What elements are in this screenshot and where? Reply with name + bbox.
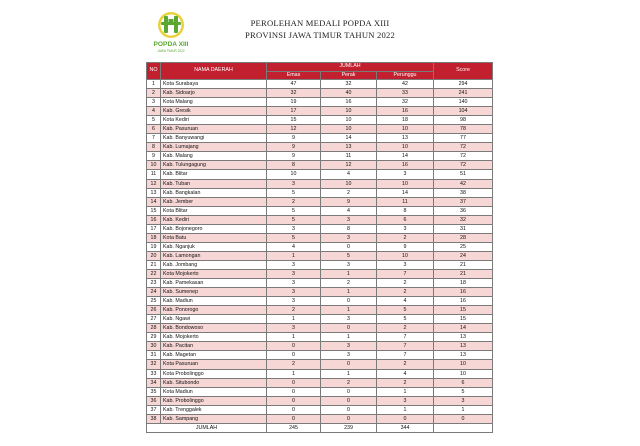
cell-perak: 16 <box>321 98 377 107</box>
cell-nama-daerah: Kab. Tulungagung <box>161 161 267 170</box>
cell-no: 20 <box>147 251 161 260</box>
cell-emas: 15 <box>267 116 321 125</box>
cell-no: 4 <box>147 107 161 116</box>
cell-emas: 2 <box>267 197 321 206</box>
table-row <box>147 242 493 251</box>
cell-nama-daerah: Kab. Ngawi <box>161 315 267 324</box>
cell-no: 2 <box>147 89 161 98</box>
cell-emas: 4 <box>267 242 321 251</box>
cell-perunggu: 2 <box>377 324 434 333</box>
cell-perak: 1 <box>321 288 377 297</box>
cell-emas: 0 <box>267 414 321 423</box>
cell-perunggu: 5 <box>377 315 434 324</box>
cell-perak: 14 <box>321 134 377 143</box>
cell-nama-daerah: Kota Madiun <box>161 387 267 396</box>
header-jumlah: JUMLAH <box>267 63 434 72</box>
table-row <box>147 288 493 297</box>
cell-nama-daerah: Kota Pasuruan <box>161 360 267 369</box>
table-row <box>147 269 493 278</box>
cell-nama-daerah: Kab. Jember <box>161 197 267 206</box>
table-row <box>147 405 493 414</box>
cell-perak: 3 <box>321 351 377 360</box>
cell-perak: 13 <box>321 143 377 152</box>
table-row <box>147 315 493 324</box>
table-body <box>147 80 493 424</box>
cell-perak: 10 <box>321 125 377 134</box>
header-perak: Perak <box>321 71 377 80</box>
table-row <box>147 98 493 107</box>
cell-perak: 1 <box>321 333 377 342</box>
header-emas: Emas <box>267 71 321 80</box>
cell-score: 32 <box>434 215 493 224</box>
cell-emas: 0 <box>267 378 321 387</box>
cell-perunggu: 7 <box>377 333 434 342</box>
cell-emas: 9 <box>267 152 321 161</box>
cell-no: 18 <box>147 233 161 242</box>
cell-emas: 0 <box>267 342 321 351</box>
cell-emas: 9 <box>267 143 321 152</box>
cell-nama-daerah: Kab. Sidoarjo <box>161 89 267 98</box>
total-emas: 245 <box>267 423 321 432</box>
cell-score: 16 <box>434 288 493 297</box>
cell-emas: 3 <box>267 324 321 333</box>
cell-score: 37 <box>434 197 493 206</box>
cell-perak: 10 <box>321 107 377 116</box>
cell-perunggu: 42 <box>377 80 434 89</box>
cell-perunggu: 13 <box>377 134 434 143</box>
cell-perunggu: 18 <box>377 116 434 125</box>
cell-perak: 1 <box>321 306 377 315</box>
cell-nama-daerah: Kab. Mojokerto <box>161 333 267 342</box>
cell-perak: 1 <box>321 369 377 378</box>
cell-perunggu: 10 <box>377 179 434 188</box>
cell-perunggu: 3 <box>377 224 434 233</box>
cell-no: 17 <box>147 224 161 233</box>
cell-nama-daerah: Kab. Kediri <box>161 215 267 224</box>
cell-nama-daerah: Kab. Situbondo <box>161 378 267 387</box>
cell-no: 23 <box>147 279 161 288</box>
table-row <box>147 197 493 206</box>
logo-text: POPDA XIII <box>153 41 189 48</box>
cell-perunggu: 7 <box>377 351 434 360</box>
cell-emas: 2 <box>267 360 321 369</box>
cell-nama-daerah: Kab. Pasuruan <box>161 125 267 134</box>
cell-score: 294 <box>434 80 493 89</box>
cell-perunggu: 2 <box>377 279 434 288</box>
cell-emas: 3 <box>267 224 321 233</box>
cell-emas: 5 <box>267 215 321 224</box>
cell-nama-daerah: Kab. Ponorogo <box>161 306 267 315</box>
cell-nama-daerah: Kota Kediri <box>161 116 267 125</box>
cell-perak: 0 <box>321 360 377 369</box>
table-row <box>147 306 493 315</box>
cell-no: 21 <box>147 260 161 269</box>
cell-perunggu: 10 <box>377 125 434 134</box>
table-row <box>147 387 493 396</box>
cell-perak: 3 <box>321 233 377 242</box>
cell-nama-daerah: Kota Batu <box>161 233 267 242</box>
cell-perunggu: 2 <box>377 288 434 297</box>
cell-no: 25 <box>147 297 161 306</box>
cell-nama-daerah: Kab. Gresik <box>161 107 267 116</box>
cell-perunggu: 16 <box>377 107 434 116</box>
table-row <box>147 125 493 134</box>
table-row <box>147 279 493 288</box>
cell-perak: 4 <box>321 170 377 179</box>
cell-perunggu: 14 <box>377 188 434 197</box>
cell-nama-daerah: Kab. Pacitan <box>161 342 267 351</box>
popda-logo <box>148 10 194 54</box>
cell-no: 1 <box>147 80 161 89</box>
cell-score: 18 <box>434 279 493 288</box>
table-row <box>147 161 493 170</box>
cell-score: 3 <box>434 396 493 405</box>
cell-score: 98 <box>434 116 493 125</box>
title-line-2: PROVINSI JAWA TIMUR TAHUN 2022 <box>245 30 395 40</box>
cell-perunggu: 3 <box>377 260 434 269</box>
cell-perak: 9 <box>321 197 377 206</box>
cell-nama-daerah: Kab. Jombang <box>161 260 267 269</box>
table-row <box>147 188 493 197</box>
cell-perak: 40 <box>321 89 377 98</box>
cell-no: 3 <box>147 98 161 107</box>
header-no: NO <box>147 63 161 80</box>
cell-emas: 1 <box>267 251 321 260</box>
cell-perunggu: 3 <box>377 396 434 405</box>
cell-emas: 17 <box>267 107 321 116</box>
cell-nama-daerah: Kota Malang <box>161 98 267 107</box>
cell-perak: 3 <box>321 342 377 351</box>
cell-perak: 2 <box>321 188 377 197</box>
cell-score: 77 <box>434 134 493 143</box>
cell-score: 15 <box>434 315 493 324</box>
cell-perunggu: 1 <box>377 405 434 414</box>
cell-emas: 12 <box>267 125 321 134</box>
cell-perunggu: 7 <box>377 269 434 278</box>
cell-nama-daerah: Kota Blitar <box>161 206 267 215</box>
cell-no: 29 <box>147 333 161 342</box>
cell-perak: 0 <box>321 297 377 306</box>
cell-score: 72 <box>434 152 493 161</box>
cell-nama-daerah: Kab. Bondowoso <box>161 324 267 333</box>
cell-no: 31 <box>147 351 161 360</box>
total-row <box>147 423 493 432</box>
table-row <box>147 414 493 423</box>
cell-score: 42 <box>434 179 493 188</box>
cell-score: 1 <box>434 405 493 414</box>
cell-perak: 0 <box>321 387 377 396</box>
cell-emas: 3 <box>267 269 321 278</box>
cell-emas: 1 <box>267 315 321 324</box>
cell-score: 51 <box>434 170 493 179</box>
cell-perak: 5 <box>321 251 377 260</box>
cell-perak: 11 <box>321 152 377 161</box>
cell-score: 14 <box>434 324 493 333</box>
cell-no: 15 <box>147 206 161 215</box>
table-row <box>147 89 493 98</box>
cell-perak: 0 <box>321 396 377 405</box>
cell-score: 72 <box>434 161 493 170</box>
cell-nama-daerah: Kota Mojokerto <box>161 269 267 278</box>
cell-no: 6 <box>147 125 161 134</box>
cell-perak: 3 <box>321 215 377 224</box>
cell-perunggu: 7 <box>377 342 434 351</box>
table-row <box>147 143 493 152</box>
cell-nama-daerah: Kab. Bangkalan <box>161 188 267 197</box>
table-row <box>147 116 493 125</box>
cell-score: 72 <box>434 143 493 152</box>
table-row <box>147 324 493 333</box>
cell-nama-daerah: Kota Surabaya <box>161 80 267 89</box>
cell-score: 241 <box>434 89 493 98</box>
cell-perak: 10 <box>321 179 377 188</box>
cell-nama-daerah: Kab. Blitar <box>161 170 267 179</box>
cell-nama-daerah: Kab. Madiun <box>161 297 267 306</box>
cell-no: 9 <box>147 152 161 161</box>
header-score: Score <box>434 63 493 80</box>
cell-perak: 0 <box>321 242 377 251</box>
cell-score: 0 <box>434 414 493 423</box>
cell-no: 26 <box>147 306 161 315</box>
cell-no: 14 <box>147 197 161 206</box>
cell-perak: 2 <box>321 279 377 288</box>
cell-emas: 10 <box>267 170 321 179</box>
table-row <box>147 260 493 269</box>
cell-emas: 1 <box>267 369 321 378</box>
cell-emas: 0 <box>267 396 321 405</box>
cell-no: 12 <box>147 179 161 188</box>
total-perak: 239 <box>321 423 377 432</box>
cell-emas: 3 <box>267 279 321 288</box>
cell-emas: 3 <box>267 179 321 188</box>
cell-score: 21 <box>434 260 493 269</box>
cell-perak: 4 <box>321 206 377 215</box>
cell-nama-daerah: Kab. Probolinggo <box>161 396 267 405</box>
cell-score: 24 <box>434 251 493 260</box>
cell-no: 32 <box>147 360 161 369</box>
table-row <box>147 233 493 242</box>
cell-no: 30 <box>147 342 161 351</box>
cell-nama-daerah: Kab. Nganjuk <box>161 242 267 251</box>
cell-score: 10 <box>434 369 493 378</box>
cell-emas: 8 <box>267 161 321 170</box>
cell-score: 5 <box>434 387 493 396</box>
cell-nama-daerah: Kab. Tuban <box>161 179 267 188</box>
cell-perak: 8 <box>321 224 377 233</box>
table-row <box>147 297 493 306</box>
cell-perak: 12 <box>321 161 377 170</box>
table-row <box>147 107 493 116</box>
table-row <box>147 152 493 161</box>
cell-score: 28 <box>434 233 493 242</box>
cell-perunggu: 6 <box>377 215 434 224</box>
cell-score: 13 <box>434 333 493 342</box>
cell-perak: 1 <box>321 269 377 278</box>
cell-emas: 1 <box>267 333 321 342</box>
cell-emas: 9 <box>267 134 321 143</box>
cell-no: 37 <box>147 405 161 414</box>
table-row <box>147 251 493 260</box>
cell-score: 36 <box>434 206 493 215</box>
cell-no: 5 <box>147 116 161 125</box>
cell-nama-daerah: Kab. Bojonegoro <box>161 224 267 233</box>
cell-score: 10 <box>434 360 493 369</box>
total-label: JUMLAH <box>147 423 267 432</box>
cell-perak: 32 <box>321 80 377 89</box>
cell-no: 16 <box>147 215 161 224</box>
cell-no: 35 <box>147 387 161 396</box>
cell-nama-daerah: Kab. Sumenep <box>161 288 267 297</box>
cell-emas: 0 <box>267 387 321 396</box>
table-row <box>147 170 493 179</box>
cell-no: 7 <box>147 134 161 143</box>
cell-no: 13 <box>147 188 161 197</box>
cell-perunggu: 1 <box>377 387 434 396</box>
cell-score: 25 <box>434 242 493 251</box>
cell-perunggu: 16 <box>377 161 434 170</box>
cell-nama-daerah: Kab. Sampang <box>161 414 267 423</box>
table-row <box>147 179 493 188</box>
cell-score: 6 <box>434 378 493 387</box>
cell-score: 13 <box>434 342 493 351</box>
cell-nama-daerah: Kab. Magetan <box>161 351 267 360</box>
cell-score: 31 <box>434 224 493 233</box>
cell-emas: 19 <box>267 98 321 107</box>
cell-emas: 32 <box>267 89 321 98</box>
cell-emas: 47 <box>267 80 321 89</box>
header-perunggu: Perunggu <box>377 71 434 80</box>
cell-nama-daerah: Kab. Lamongan <box>161 251 267 260</box>
cell-emas: 2 <box>267 306 321 315</box>
cell-perunggu: 10 <box>377 143 434 152</box>
cell-perunggu: 33 <box>377 89 434 98</box>
total-score <box>434 423 493 432</box>
cell-no: 28 <box>147 324 161 333</box>
cell-perunggu: 4 <box>377 369 434 378</box>
cell-nama-daerah: Kab. Trenggalek <box>161 405 267 414</box>
cell-score: 140 <box>434 98 493 107</box>
cell-no: 19 <box>147 242 161 251</box>
cell-score: 13 <box>434 351 493 360</box>
cell-score: 21 <box>434 269 493 278</box>
title-line-1: PEROLEHAN MEDALI POPDA XIII <box>250 18 390 28</box>
cell-perunggu: 5 <box>377 306 434 315</box>
table-row <box>147 378 493 387</box>
cell-perak: 0 <box>321 405 377 414</box>
cell-perak: 0 <box>321 324 377 333</box>
cell-no: 33 <box>147 369 161 378</box>
cell-score: 15 <box>434 306 493 315</box>
cell-perak: 2 <box>321 378 377 387</box>
cell-perunggu: 2 <box>377 233 434 242</box>
cell-no: 10 <box>147 161 161 170</box>
logo-subtext: JAWA TIMUR 2022 <box>157 49 185 53</box>
cell-no: 8 <box>147 143 161 152</box>
table-row <box>147 342 493 351</box>
table-row <box>147 369 493 378</box>
page-title <box>200 17 440 41</box>
cell-nama-daerah: Kota Probolinggo <box>161 369 267 378</box>
cell-perunggu: 14 <box>377 152 434 161</box>
cell-emas: 5 <box>267 188 321 197</box>
cell-no: 38 <box>147 414 161 423</box>
table-row <box>147 396 493 405</box>
cell-perak: 0 <box>321 414 377 423</box>
table-row <box>147 80 493 89</box>
table-row <box>147 215 493 224</box>
medal-table <box>146 62 493 433</box>
cell-score: 16 <box>434 297 493 306</box>
cell-no: 22 <box>147 269 161 278</box>
cell-perunggu: 4 <box>377 297 434 306</box>
cell-score: 104 <box>434 107 493 116</box>
cell-perunggu: 8 <box>377 206 434 215</box>
cell-score: 38 <box>434 188 493 197</box>
cell-perunggu: 2 <box>377 360 434 369</box>
cell-perunggu: 3 <box>377 170 434 179</box>
cell-perak: 3 <box>321 260 377 269</box>
cell-perunggu: 0 <box>377 414 434 423</box>
cell-nama-daerah: Kab. Banyuwangi <box>161 134 267 143</box>
table-row <box>147 206 493 215</box>
cell-perunggu: 32 <box>377 98 434 107</box>
cell-emas: 5 <box>267 233 321 242</box>
cell-perak: 3 <box>321 315 377 324</box>
cell-no: 24 <box>147 288 161 297</box>
cell-emas: 0 <box>267 405 321 414</box>
table-row <box>147 224 493 233</box>
cell-emas: 3 <box>267 260 321 269</box>
cell-no: 36 <box>147 396 161 405</box>
cell-perunggu: 10 <box>377 251 434 260</box>
cell-score: 78 <box>434 125 493 134</box>
cell-emas: 0 <box>267 351 321 360</box>
cell-no: 34 <box>147 378 161 387</box>
cell-nama-daerah: Kab. Pamekasan <box>161 279 267 288</box>
cell-perak: 10 <box>321 116 377 125</box>
header-nama-daerah: NAMA DAERAH <box>161 63 267 80</box>
cell-perunggu: 2 <box>377 378 434 387</box>
table-row <box>147 360 493 369</box>
cell-nama-daerah: Kab. Malang <box>161 152 267 161</box>
cell-perunggu: 11 <box>377 197 434 206</box>
cell-emas: 5 <box>267 206 321 215</box>
cell-nama-daerah: Kab. Lumajang <box>161 143 267 152</box>
table-row <box>147 134 493 143</box>
cell-perunggu: 9 <box>377 242 434 251</box>
table-row <box>147 351 493 360</box>
cell-no: 11 <box>147 170 161 179</box>
table-row <box>147 333 493 342</box>
cell-emas: 3 <box>267 297 321 306</box>
total-perunggu: 344 <box>377 423 434 432</box>
cell-emas: 3 <box>267 288 321 297</box>
cell-no: 27 <box>147 315 161 324</box>
